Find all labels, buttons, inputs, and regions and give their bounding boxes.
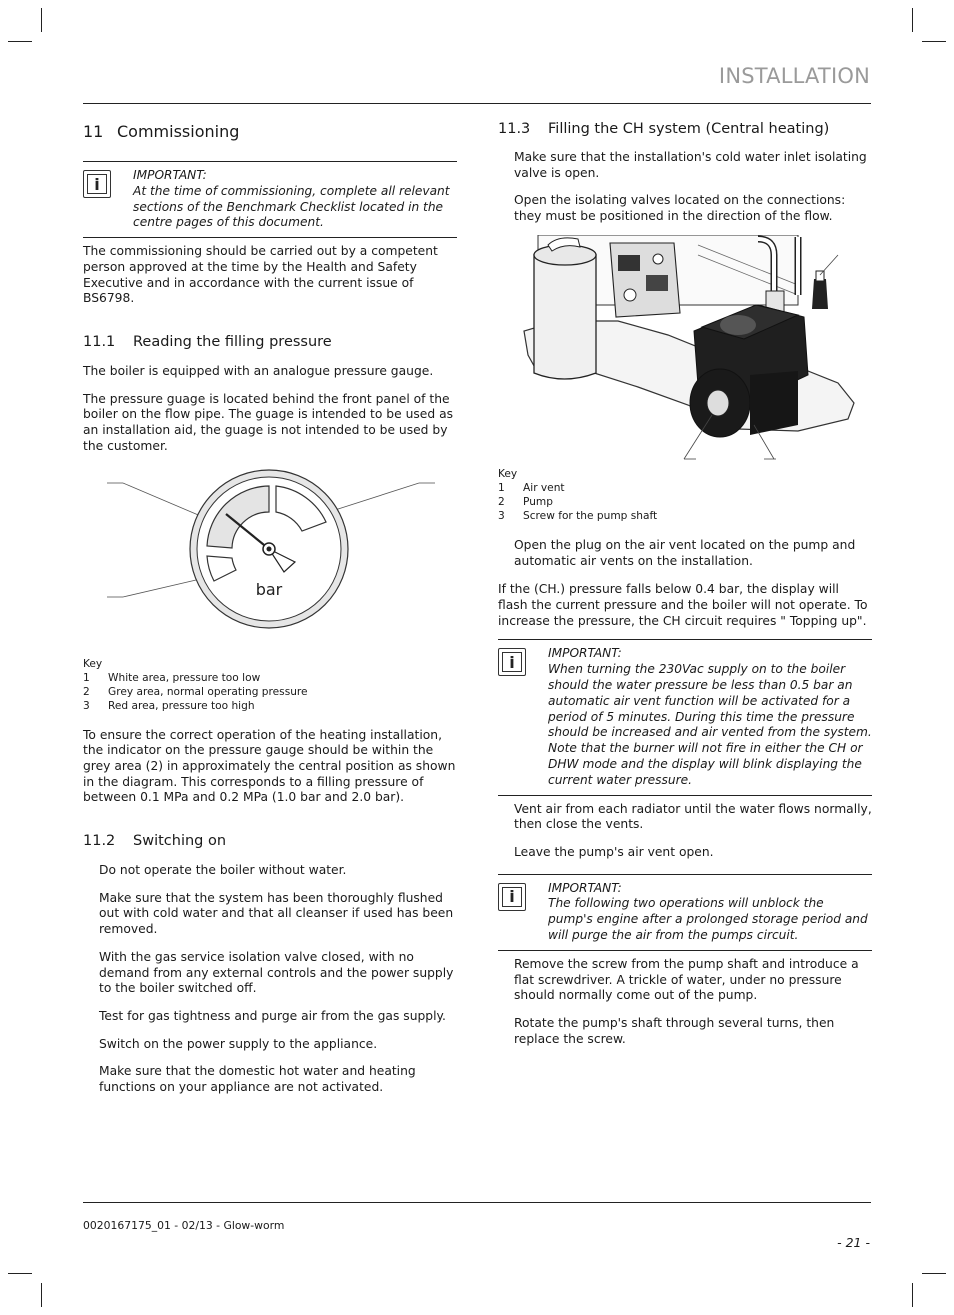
document-reference: 0020167175_01 - 02/13 - Glow-worm xyxy=(83,1219,285,1232)
important-note xyxy=(498,639,872,795)
gauge-unit-label: bar xyxy=(255,579,283,599)
key-item: 1 Air vent xyxy=(498,481,565,494)
key-item: 3 Screw for the pump shaft xyxy=(498,509,658,522)
key-item: 2 Pump xyxy=(498,495,553,508)
important-note xyxy=(498,874,872,951)
pump-key xyxy=(498,467,872,523)
left-column xyxy=(83,120,457,1096)
paragraph: The boiler is equipped with an analogue pressure gauge. xyxy=(83,364,434,378)
page-number: - 21 - xyxy=(837,1235,870,1250)
step-item: Test for gas tightness and purge air from the gas supply. xyxy=(99,1008,446,1023)
pressure-gauge-diagram xyxy=(83,469,457,649)
important-text: The following two operations will unblock the pump's engine after a prolonged storage period and will purge the air from the pumps circuit. xyxy=(548,896,868,942)
gauge-key xyxy=(83,657,457,713)
important-label: IMPORTANT: xyxy=(133,168,207,182)
pump-diagram xyxy=(498,235,872,463)
key-item: 1 White area, pressure too low xyxy=(83,671,261,684)
step-item: Vent air from each radiator until the water flows normally, then close the vents. xyxy=(514,801,872,832)
step-item: Do not operate the boiler without water. xyxy=(99,863,347,878)
right-column xyxy=(498,120,872,1047)
subsection-heading: 11.1 Reading the filling pressure xyxy=(83,334,332,350)
page-header-title: INSTALLATION xyxy=(718,64,870,88)
subsection-heading: 11.2 Switching on xyxy=(83,833,227,850)
paragraph: To ensure the correct operation of the heating installation, the indicator on the pressure gauge should be within the grey area (2) in approximately the central position as shown in the diagram. This corresponds to a filling pressure of between 0.1 MPa and 0.2 MPa (1.0 bar and 2.0 bar). xyxy=(83,727,456,805)
key-item: 3 Red area, pressure too high xyxy=(83,699,255,712)
crop-mark xyxy=(41,1283,42,1307)
key-title: Key xyxy=(83,657,103,670)
paragraph: If the (CH.) pressure falls below 0.4 bar, the display will flash the current pressure and the boiler will not operate. To increase the pressure, the CH circuit requires " Topping up". xyxy=(498,582,868,628)
step-item: With the gas service isolation valve closed, with no demand from any external controls and the power supply to the boiler switched off. xyxy=(99,949,454,996)
step-item: Switch on the power supply to the appliance. xyxy=(99,1036,378,1051)
step-item: Open the plug on the air vent located on the pump and automatic air vents on the installation. xyxy=(514,537,856,568)
step-item: Remove the screw from the pump shaft and introduce a flat screwdriver. A trickle of water, under no pressure should normally come out of the pump. xyxy=(514,956,859,1003)
crop-mark xyxy=(912,8,913,32)
important-text: When turning the 230Vac supply on to the boiler should the water pressure be less than 0.5 bar an automatic air vent function will be activated for a period of 5 minutes. During this time the pressure should be increased and air vented from the system. Note that the burner will not fire in either the CH or DHW mode and the display will blink displaying the current water pressure. xyxy=(548,662,872,787)
header-rule xyxy=(83,103,871,104)
info-icon: i xyxy=(83,170,111,198)
important-label: IMPORTANT: xyxy=(548,880,622,895)
step-item: Make sure that the domestic hot water and heating functions on your appliance are not activated. xyxy=(99,1064,416,1095)
paragraph: The pressure guage is located behind the front panel of the boiler on the flow pipe. The guage is intended to be used as an installation aid, the guage is not intended to be used by the customer. xyxy=(83,391,454,453)
step-item: Rotate the pump's shaft through several turns, then replace the screw. xyxy=(514,1015,835,1046)
subsection-heading: 11.3 Filling the CH system (Central heating) xyxy=(498,121,830,137)
step-item: Leave the pump's air vent open. xyxy=(514,844,714,859)
intro-paragraph: The commissioning should be carried out by a competent person approved at the time by the Health and Safety Executive and in accordance with the current issue of BS6798. xyxy=(83,244,438,306)
leader-line xyxy=(820,255,838,275)
info-icon: i xyxy=(498,648,526,676)
leader-line xyxy=(123,483,203,517)
step-item: Make sure that the installation's cold water inlet isolating valve is open. xyxy=(514,150,867,180)
important-text: At the time of commissioning, complete all relevant sections of the Benchmark Checklist located in the centre pages of this document. xyxy=(133,183,450,230)
important-label: IMPORTANT: xyxy=(548,646,622,661)
info-icon: i xyxy=(498,883,526,911)
crop-mark xyxy=(8,41,32,42)
section-heading: 11 Commissioning xyxy=(83,122,240,141)
crop-mark xyxy=(8,1273,32,1274)
key-title: Key xyxy=(498,467,518,480)
crop-mark xyxy=(912,1283,913,1307)
crop-mark xyxy=(41,8,42,32)
crop-mark xyxy=(922,1273,946,1274)
important-note xyxy=(83,161,457,238)
step-item: Open the isolating valves located on the connections: they must be positioned in the direction of the flow. xyxy=(514,193,846,224)
step-item: Make sure that the system has been thoroughly flushed out with cold water and that all cleanser if used has been removed. xyxy=(99,890,454,937)
crop-mark xyxy=(922,41,946,42)
footer-rule xyxy=(83,1202,871,1203)
key-item: 2 Grey area, normal operating pressure xyxy=(83,685,308,698)
